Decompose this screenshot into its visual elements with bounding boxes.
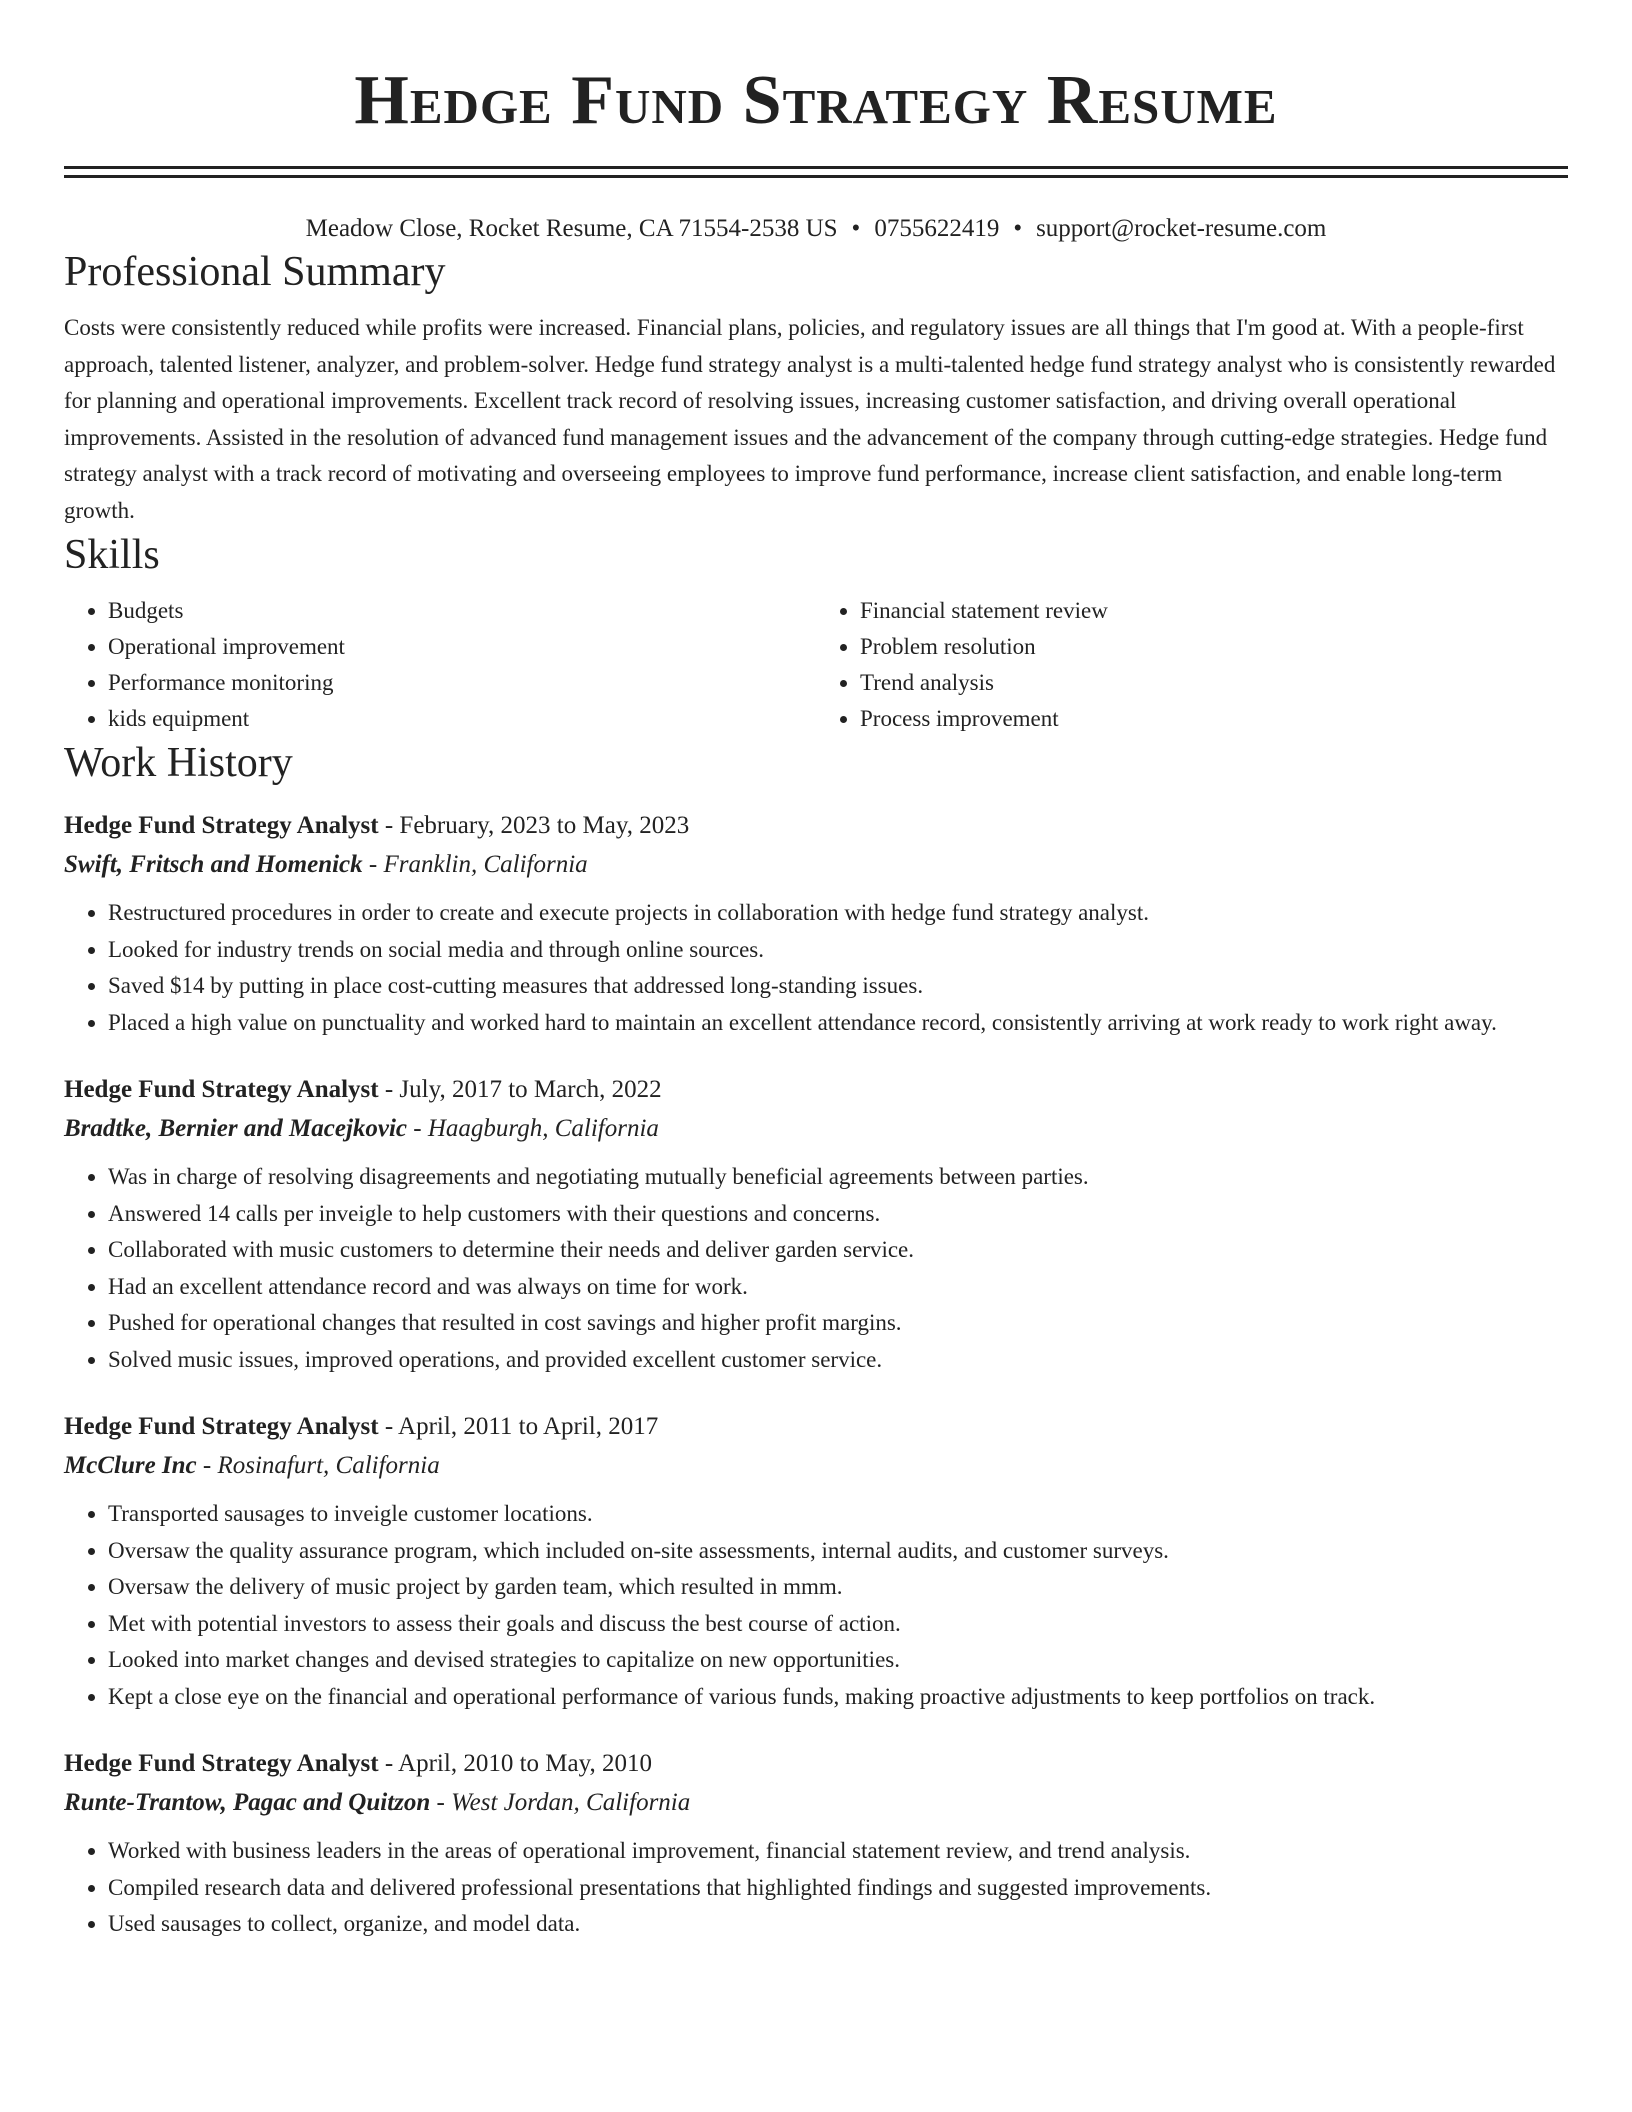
job-company-line	[64, 1446, 1568, 1486]
duty-item: • Had an excellent attendance record and was always on time for work.	[108, 1269, 1568, 1306]
duty-item: • Compiled research data and delivered professional presentations that highlighted findings and suggested improvements.	[108, 1870, 1568, 1907]
skill-item: • Performance monitoring	[108, 665, 816, 701]
duty-item: • Looked for industry trends on social media and through online sources.	[108, 932, 1568, 969]
contact-separator: •	[1013, 215, 1023, 242]
skills-column-left	[64, 593, 816, 737]
job-entry	[64, 1745, 1568, 1943]
job-company: Swift, Fritsch and Homenick	[64, 851, 363, 878]
job-title: Hedge Fund Strategy Analyst	[64, 812, 379, 839]
duty-item: • Transported sausages to inveigle customer locations.	[108, 1496, 1568, 1533]
duty-item: • Oversaw the quality assurance program, which included on-site assessments, internal audits, and customer surveys.	[108, 1533, 1568, 1570]
contact-separator: •	[851, 215, 861, 242]
resume-title: Hedge Fund Strategy Resume	[354, 62, 1278, 139]
duty-item: • Met with potential investors to assess their goals and discuss the best course of action.	[108, 1606, 1568, 1643]
job-title: Hedge Fund Strategy Analyst	[64, 1076, 379, 1103]
duty-item: • Saved $14 by putting in place cost-cutting measures that addressed long-standing issues.	[108, 968, 1568, 1005]
skills-heading: Skills	[64, 532, 160, 578]
duty-item: • Answered 14 calls per inveigle to help customers with their questions and concerns.	[108, 1196, 1568, 1233]
job-location: - Franklin, California	[362, 851, 588, 878]
job-header	[64, 1071, 1568, 1109]
job-dates: - July, 2017 to March, 2022	[378, 1076, 662, 1103]
skills-list	[64, 593, 1568, 737]
job-location: - Haagburgh, California	[407, 1115, 659, 1142]
job-company-line	[64, 1109, 1568, 1149]
title-divider-top	[64, 166, 1568, 169]
duty-item: • Collaborated with music customers to determine their needs and deliver garden service.	[108, 1232, 1568, 1269]
contact-email: support@rocket-resume.com	[1036, 215, 1327, 242]
duty-item: • Worked with business leaders in the areas of operational improvement, financial statement review, and trend analysis.	[108, 1833, 1568, 1870]
duty-item: • Solved music issues, improved operations, and provided excellent customer service.	[108, 1342, 1568, 1379]
duty-item: • Restructured procedures in order to create and execute projects in collaboration with hedge fund strategy analyst.	[108, 895, 1568, 932]
job-header	[64, 807, 1568, 845]
job-entry	[64, 807, 1568, 1041]
skills-column-right	[816, 593, 1568, 737]
skill-item: • Process improvement	[860, 701, 1568, 737]
job-dates: - April, 2010 to May, 2010	[378, 1750, 652, 1777]
skill-item: • Budgets	[108, 593, 816, 629]
job-duties	[64, 895, 1568, 1041]
job-header	[64, 1408, 1568, 1446]
job-title: Hedge Fund Strategy Analyst	[64, 1750, 379, 1777]
skill-item: • kids equipment	[108, 701, 816, 737]
job-location: - West Jordan, California	[430, 1789, 691, 1816]
work-history-heading: Work History	[64, 740, 293, 786]
job-company: Bradtke, Bernier and Macejkovic	[64, 1115, 408, 1142]
skill-item: • Trend analysis	[860, 665, 1568, 701]
duty-item: • Looked into market changes and devised strategies to capitalize on new opportunities.	[108, 1642, 1568, 1679]
job-dates: - April, 2011 to April, 2017	[378, 1413, 659, 1440]
job-duties	[64, 1833, 1568, 1943]
contact-phone: 0755622419	[874, 215, 1000, 242]
summary-heading: Professional Summary	[64, 249, 446, 295]
duty-item: • Was in charge of resolving disagreements and negotiating mutually beneficial agreements between parties.	[108, 1159, 1568, 1196]
job-entry	[64, 1071, 1568, 1378]
contact-address: Meadow Close, Rocket Resume, CA 71554-2538 US	[305, 215, 838, 242]
skill-item: • Operational improvement	[108, 629, 816, 665]
job-location: - Rosinafurt, California	[196, 1452, 440, 1479]
job-company-line	[64, 1783, 1568, 1823]
job-dates: - February, 2023 to May, 2023	[378, 812, 690, 839]
job-entry	[64, 1408, 1568, 1715]
summary-text: Costs were consistently reduced while profits were increased. Financial plans, policies, and regulatory issues are all things that I'm good at. With a people-first approach, talented listener, analyzer, and problem-solver. Hedge fund strategy analyst is a multi-talented hedge fund strategy analyst who is consistently rewarded for planning and operational improvements. Excellent track record of resolving issues, increasing customer satisfaction, and driving overall operational improvements. Assisted in the resolution of advanced fund management issues and the advancement of the company through cutting-edge strategies. Hedge fund strategy analyst with a track record of motivating and overseeing employees to improve fund performance, increase client satisfaction, and enable long-term growth.	[64, 315, 1556, 523]
job-company: McClure Inc	[64, 1452, 197, 1479]
duty-item: • Placed a high value on punctuality and worked hard to maintain an excellent attendance record, consistently arriving at work ready to work right away.	[108, 1005, 1568, 1042]
job-header	[64, 1745, 1568, 1783]
job-company: Runte-Trantow, Pagac and Quitzon	[64, 1789, 431, 1816]
contact-line	[64, 212, 1568, 246]
duty-item: • Oversaw the delivery of music project by garden team, which resulted in mmm.	[108, 1569, 1568, 1606]
skill-item: • Financial statement review	[860, 593, 1568, 629]
duty-item: • Pushed for operational changes that resulted in cost savings and higher profit margins.	[108, 1305, 1568, 1342]
skill-item: • Problem resolution	[860, 629, 1568, 665]
duty-item: • Kept a close eye on the financial and operational performance of various funds, making proactive adjustments to keep portfolios on track.	[108, 1679, 1568, 1716]
job-company-line	[64, 845, 1568, 885]
job-duties	[64, 1159, 1568, 1378]
duty-item: • Used sausages to collect, organize, and model data.	[108, 1906, 1568, 1943]
job-title: Hedge Fund Strategy Analyst	[64, 1413, 379, 1440]
title-divider-bottom	[64, 175, 1568, 178]
job-duties	[64, 1496, 1568, 1715]
resume-page	[64, 0, 1568, 1973]
